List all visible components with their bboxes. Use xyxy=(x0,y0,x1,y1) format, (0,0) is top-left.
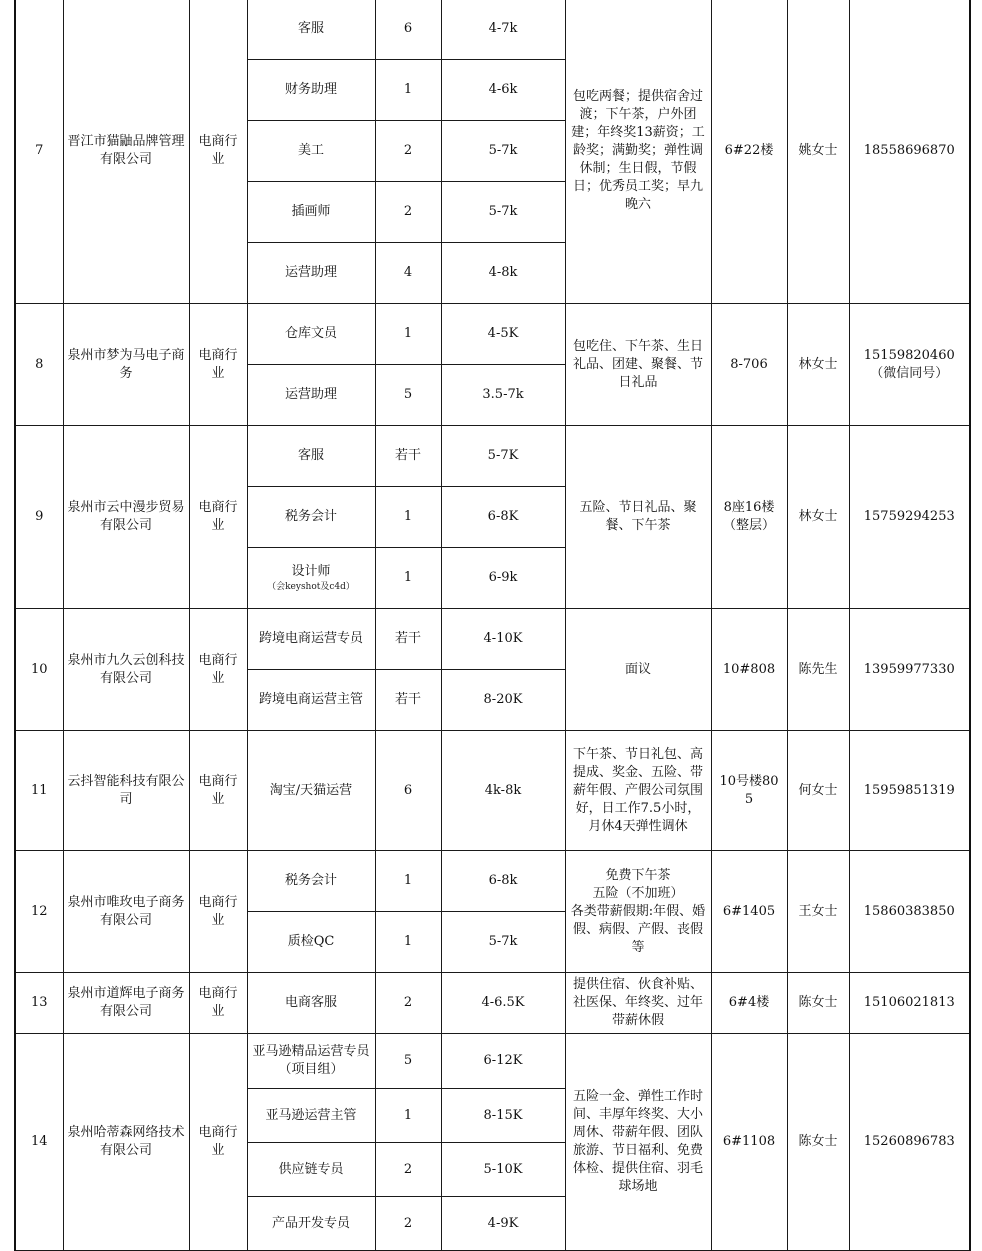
address: 8座16楼（整层） xyxy=(711,426,787,609)
phone-number: 15159820460（微信同号） xyxy=(849,304,970,426)
position-count: 2 xyxy=(375,182,441,243)
benefits: 提供住宿、伙食补贴、社医保、年终奖、过年带薪休假 xyxy=(565,973,711,1034)
job-listing-table xyxy=(14,0,971,1251)
row-number: 12 xyxy=(15,851,63,973)
industry: 电商行业 xyxy=(189,609,247,731)
table-row xyxy=(15,304,970,365)
position-title: 亚马逊精品运营专员（项目组） xyxy=(247,1034,375,1089)
position-title-cell xyxy=(247,548,375,609)
table-row xyxy=(15,973,970,1034)
address: 10#808 xyxy=(711,609,787,731)
position-salary: 4-8k xyxy=(441,243,565,304)
address: 10号楼805 xyxy=(711,731,787,851)
company-name: 泉州哈蒂森网络技术有限公司 xyxy=(63,1034,189,1251)
table-row xyxy=(15,426,970,487)
position-count: 6 xyxy=(375,731,441,851)
contact-person: 林女士 xyxy=(787,426,849,609)
contact-person: 林女士 xyxy=(787,304,849,426)
company-name: 泉州市云中漫步贸易有限公司 xyxy=(63,426,189,609)
position-title: 运营助理 xyxy=(247,365,375,426)
position-salary: 5-7k xyxy=(441,182,565,243)
position-title: 质检QC xyxy=(247,912,375,973)
position-title: 供应链专员 xyxy=(247,1143,375,1197)
company-name: 泉州市唯玫电子商务有限公司 xyxy=(63,851,189,973)
address: 6#4楼 xyxy=(711,973,787,1034)
industry: 电商行业 xyxy=(189,851,247,973)
benefits: 五险一金、弹性工作时间、丰厚年终奖、大小周休、带薪年假、团队旅游、节日福利、免费体检、提供住宿、羽毛球场地 xyxy=(565,1034,711,1251)
position-title: 设计师 xyxy=(291,564,331,579)
position-count: 1 xyxy=(375,912,441,973)
position-count: 2 xyxy=(375,1143,441,1197)
position-title: 美工 xyxy=(247,121,375,182)
phone-number: 15959851319 xyxy=(849,731,970,851)
position-count: 5 xyxy=(375,365,441,426)
position-title: 运营助理 xyxy=(247,243,375,304)
benefits: 下午茶、节日礼包、高提成、奖金、五险、带薪年假、产假公司氛围好，日工作7.5小时，月休4天弹性调休 xyxy=(565,731,711,851)
position-salary: 5-7k xyxy=(441,121,565,182)
row-number: 8 xyxy=(15,304,63,426)
phone-number: 15106021813 xyxy=(849,973,970,1034)
phone-number: 15759294253 xyxy=(849,426,970,609)
position-salary: 4-9K xyxy=(441,1197,565,1251)
benefits: 包吃住、下午茶、生日礼品、团建、聚餐、节日礼品 xyxy=(565,304,711,426)
position-count: 2 xyxy=(375,1197,441,1251)
position-title: 淘宝/天猫运营 xyxy=(247,731,375,851)
benefits: 免费下午茶 五险（不加班） 各类带薪假期:年假、婚假、病假、产假、丧假等 xyxy=(565,851,711,973)
position-count: 2 xyxy=(375,973,441,1034)
address: 6#22楼 xyxy=(711,0,787,304)
row-number: 14 xyxy=(15,1034,63,1251)
position-salary: 5-7K xyxy=(441,426,565,487)
position-salary: 4k-8k xyxy=(441,731,565,851)
position-count: 若干 xyxy=(375,609,441,670)
table-row xyxy=(15,1034,970,1089)
phone-number: 15260896783 xyxy=(849,1034,970,1251)
position-count: 1 xyxy=(375,487,441,548)
position-salary: 8-15K xyxy=(441,1089,565,1143)
company-name: 泉州市九久云创科技有限公司 xyxy=(63,609,189,731)
table-row xyxy=(15,609,970,670)
row-number: 11 xyxy=(15,731,63,851)
row-number: 7 xyxy=(15,0,63,304)
industry: 电商行业 xyxy=(189,0,247,304)
position-title: 税务会计 xyxy=(247,851,375,912)
position-count: 1 xyxy=(375,548,441,609)
position-count: 1 xyxy=(375,304,441,365)
position-title: 插画师 xyxy=(247,182,375,243)
position-salary: 4-7k xyxy=(441,0,565,60)
table-row xyxy=(15,851,970,912)
position-salary: 4-6k xyxy=(441,60,565,121)
company-name: 泉州市道辉电子商务有限公司 xyxy=(63,973,189,1034)
industry: 电商行业 xyxy=(189,973,247,1034)
row-number: 10 xyxy=(15,609,63,731)
position-count: 5 xyxy=(375,1034,441,1089)
contact-person: 陈先生 xyxy=(787,609,849,731)
position-title: 仓库文员 xyxy=(247,304,375,365)
address: 6#1405 xyxy=(711,851,787,973)
contact-person: 陈女士 xyxy=(787,973,849,1034)
industry: 电商行业 xyxy=(189,731,247,851)
position-title: 财务助理 xyxy=(247,60,375,121)
position-salary: 4-5K xyxy=(441,304,565,365)
contact-person: 姚女士 xyxy=(787,0,849,304)
contact-person: 何女士 xyxy=(787,731,849,851)
phone-number: 13959977330 xyxy=(849,609,970,731)
position-title: 跨境电商运营专员 xyxy=(247,609,375,670)
industry: 电商行业 xyxy=(189,1034,247,1251)
row-number: 13 xyxy=(15,973,63,1034)
position-note: （会keyshot及c4d） xyxy=(267,582,355,592)
benefits: 面议 xyxy=(565,609,711,731)
position-salary: 4-6.5K xyxy=(441,973,565,1034)
position-count: 若干 xyxy=(375,670,441,731)
position-salary: 6-9k xyxy=(441,548,565,609)
company-name: 晋江市猫鼬品牌管理有限公司 xyxy=(63,0,189,304)
position-title: 电商客服 xyxy=(247,973,375,1034)
contact-person: 王女士 xyxy=(787,851,849,973)
benefits: 包吃两餐；提供宿舍过渡；下午茶，户外团建；年终奖13薪资；工龄奖；满勤奖；弹性调休制；生日假，节假日；优秀员工奖；早九晚六 xyxy=(565,0,711,304)
phone-number: 15860383850 xyxy=(849,851,970,973)
position-count: 2 xyxy=(375,121,441,182)
position-title: 跨境电商运营主管 xyxy=(247,670,375,731)
phone-number: 18558696870 xyxy=(849,0,970,304)
company-name: 云抖智能科技有限公司 xyxy=(63,731,189,851)
position-count: 1 xyxy=(375,851,441,912)
position-salary: 6-12K xyxy=(441,1034,565,1089)
position-count: 4 xyxy=(375,243,441,304)
table-row xyxy=(15,731,970,851)
position-title: 客服 xyxy=(247,0,375,60)
position-title: 产品开发专员 xyxy=(247,1197,375,1251)
position-salary: 8-20K xyxy=(441,670,565,731)
contact-person: 陈女士 xyxy=(787,1034,849,1251)
position-salary: 6-8k xyxy=(441,851,565,912)
position-count: 6 xyxy=(375,0,441,60)
position-salary: 4-10K xyxy=(441,609,565,670)
address: 8-706 xyxy=(711,304,787,426)
row-number: 9 xyxy=(15,426,63,609)
position-title: 亚马逊运营主管 xyxy=(247,1089,375,1143)
address: 6#1108 xyxy=(711,1034,787,1251)
table-row xyxy=(15,0,970,60)
position-count: 若干 xyxy=(375,426,441,487)
position-title: 税务会计 xyxy=(247,487,375,548)
industry: 电商行业 xyxy=(189,426,247,609)
position-salary: 3.5-7k xyxy=(441,365,565,426)
position-count: 1 xyxy=(375,1089,441,1143)
company-name: 泉州市梦为马电子商务 xyxy=(63,304,189,426)
position-salary: 6-8K xyxy=(441,487,565,548)
benefits: 五险、节日礼品、聚餐、下午茶 xyxy=(565,426,711,609)
position-salary: 5-7k xyxy=(441,912,565,973)
industry: 电商行业 xyxy=(189,304,247,426)
position-salary: 5-10K xyxy=(441,1143,565,1197)
position-title: 客服 xyxy=(247,426,375,487)
position-count: 1 xyxy=(375,60,441,121)
